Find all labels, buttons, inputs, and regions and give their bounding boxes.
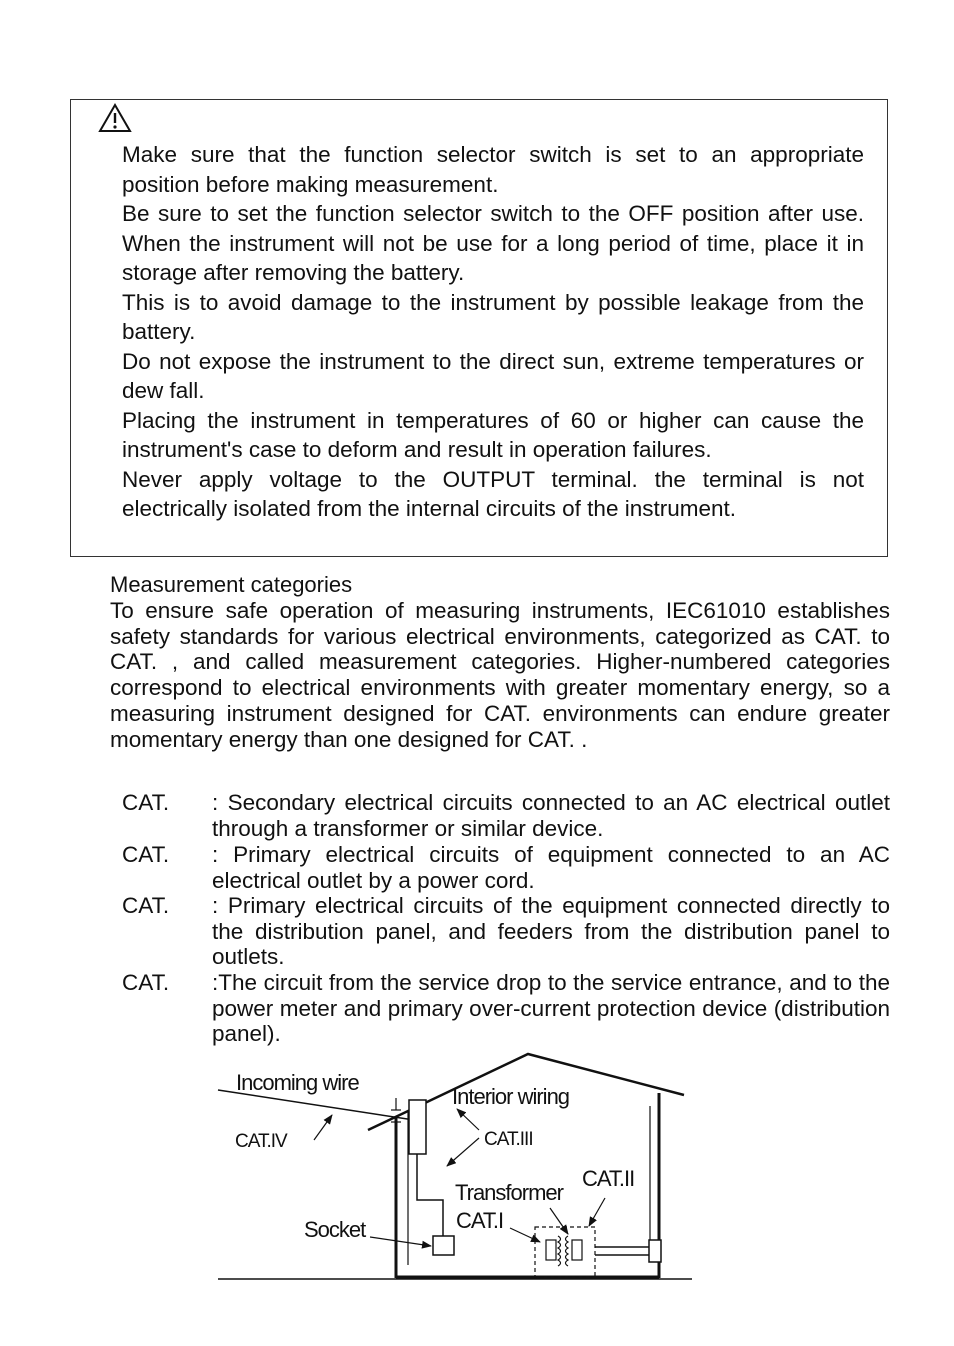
- caution-item: Be sure to set the function selector switch to the OFF position after use. When the instrument will not be use for a long period of time, place it in storage after removing the battery.: [122, 201, 864, 285]
- cat3-label: CAT.III: [484, 1129, 533, 1150]
- cat3-arrow-2: [447, 1138, 479, 1166]
- caution-item: Placing the instrument in temperatures of 60 or higher can cause the instrument's case to deform and result in operation failures.: [122, 407, 864, 462]
- category-term: CAT.: [122, 893, 170, 918]
- cat4-arrow: [314, 1115, 332, 1140]
- caution-item: This is to avoid damage to the instrument by possible leakage from the battery.: [122, 289, 864, 344]
- category-term: CAT.: [122, 970, 170, 995]
- category-term: CAT.: [122, 790, 170, 815]
- measurement-category-diagram: [210, 1050, 710, 1290]
- transformer-label: Transformer: [455, 1180, 563, 1205]
- transformer-box: [535, 1227, 595, 1277]
- category-item: [122, 970, 890, 1048]
- cat2-label: CAT.II: [582, 1166, 635, 1191]
- distribution-panel: [409, 1100, 426, 1154]
- cat4-label: CAT.IV: [235, 1131, 287, 1152]
- category-definition: : Secondary electrical circuits connected to an AC electrical outlet through a transformer or similar device.: [212, 790, 890, 841]
- category-item: [122, 842, 890, 894]
- cat2-arrow: [589, 1198, 605, 1226]
- interior-wiring-label: Interior wiring: [452, 1084, 570, 1109]
- category-item: [122, 790, 890, 842]
- category-definition: : Primary electrical circuits of the equipment connected directly to the distribution panel, and feeders from the distribution panel to outlets.: [212, 893, 890, 969]
- incoming-wire-label: Incoming wire: [236, 1070, 359, 1095]
- category-definition: :The circuit from the service drop to the service entrance, and to the power meter and primary over-current protection device (distribution panel).: [212, 970, 890, 1046]
- category-item: [122, 893, 890, 971]
- cat3-arrow-1: [457, 1109, 479, 1130]
- caution-item: Do not expose the instrument to the direct sun, extreme temperatures or dew fall.: [122, 348, 864, 403]
- caution-item: Make sure that the function selector switch is set to an appropriate position before making measurement.: [122, 142, 864, 197]
- section-body: To ensure safe operation of measuring instruments, IEC61010 establishes safety standards for various electrical environments, categorized as CAT. to CAT. , and called measurement categories. Higher-numbered categories correspond to electrical environments with greater momentary energy, so a measuring instrument designed for CAT. environments can endure greater momentary energy than one designed for CAT. .: [110, 598, 890, 752]
- warning-triangle-icon: [98, 102, 132, 134]
- wall-outlet: [649, 1240, 661, 1262]
- socket-box: [433, 1236, 454, 1255]
- category-definition: : Primary electrical circuits of equipment connected to an AC electrical outlet by a power cord.: [212, 842, 890, 893]
- section-title: Measurement categories: [110, 572, 353, 597]
- socket-arrow: [370, 1237, 431, 1246]
- category-term: CAT.: [122, 842, 170, 867]
- cat1-label: CAT.I: [456, 1208, 504, 1233]
- caution-list: [122, 140, 864, 524]
- caution-item: Never apply voltage to the OUTPUT terminal. the terminal is not electrically isolated from the internal circuits of the instrument.: [122, 466, 864, 521]
- transformer-arrow: [550, 1208, 568, 1234]
- socket-label: Socket: [304, 1217, 366, 1242]
